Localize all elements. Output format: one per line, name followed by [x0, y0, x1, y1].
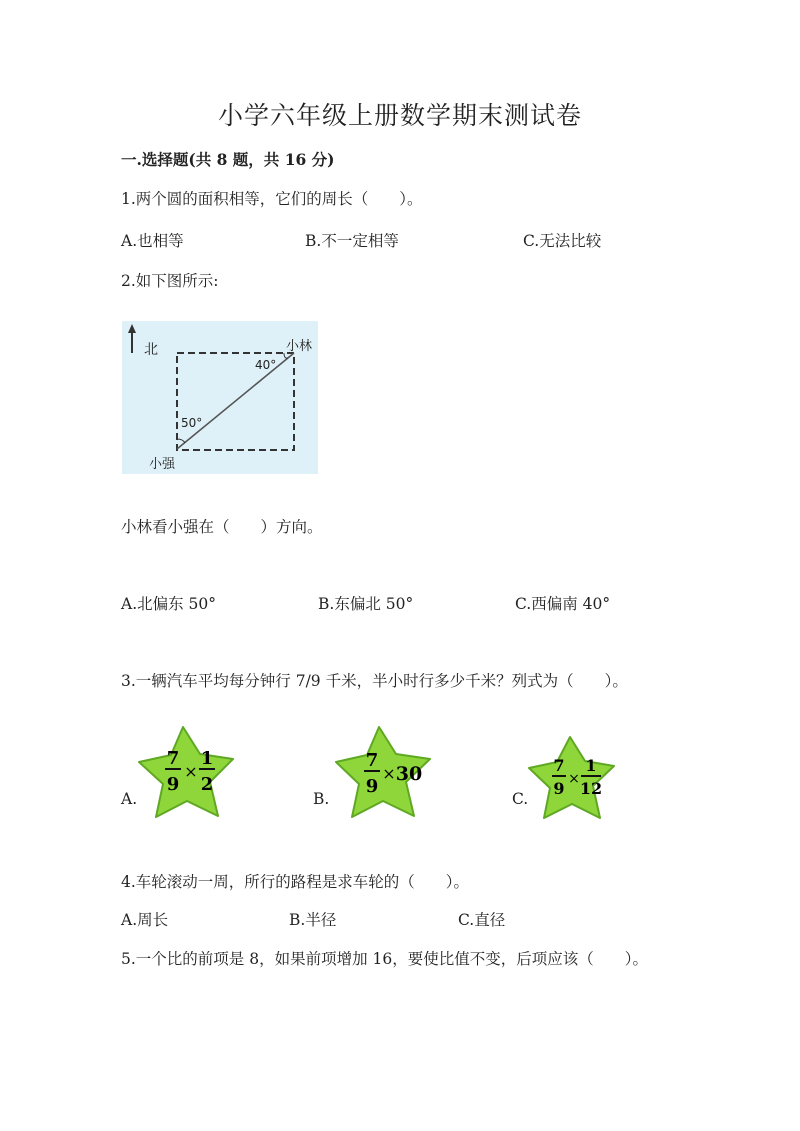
question-3-option-a-star — [136, 724, 236, 822]
fraction-numerator-1: 7 — [166, 748, 180, 769]
question-2-option-a: A.北偏东 50° — [121, 595, 217, 613]
page-title: 小学六年级上册数学期末测试卷 — [217, 101, 582, 130]
fraction-denominator-1: 9 — [553, 779, 565, 798]
question-2-text: 小林看小强在（ ）方向。 — [121, 518, 323, 536]
direction-diagram — [122, 321, 318, 474]
xiaoqiang-label: 小强 — [149, 457, 176, 472]
question-5-stem: 5.一个比的前项是 8，如果前项增加 16，要使比值不变，后项应该（ ）。 — [121, 950, 648, 968]
question-3-option-c-star — [528, 734, 616, 822]
fraction-denominator-2: 12 — [579, 779, 603, 798]
multiply-sign: × — [184, 762, 198, 781]
question-2-option-b: B.东偏北 50° — [318, 595, 414, 613]
angle-label-50: 50° — [181, 416, 203, 430]
question-1-option-b: B.不一定相等 — [305, 232, 399, 250]
question-3-stem: 3.一辆汽车平均每分钟行 7/9 千米，半小时行多少千米？列式为（ ）。 — [121, 672, 628, 690]
angle-label-40: 40° — [255, 358, 277, 372]
question-4-option-c: C.直径 — [458, 911, 506, 929]
direction-figure — [122, 321, 318, 474]
fraction-denominator: 9 — [365, 776, 379, 797]
xiaolin-label: 小林 — [286, 339, 313, 354]
fraction-numerator-1: 7 — [553, 756, 565, 775]
question-3-option-a-letter: A. — [121, 790, 138, 808]
question-4-option-a: A.周长 — [121, 911, 169, 929]
question-2-stem: 2.如下图所示: — [121, 272, 219, 290]
question-4-option-b: B.半径 — [289, 911, 337, 929]
fraction-numerator-2: 1 — [200, 748, 214, 769]
fraction-denominator-1: 9 — [166, 774, 180, 795]
whole-number: 30 — [395, 763, 423, 785]
question-1-stem: 1.两个圆的面积相等，它们的周长（ ）。 — [121, 190, 423, 208]
question-3-option-b-star — [334, 724, 434, 822]
question-4-stem: 4.车轮滚动一周，所行的路程是求车轮的（ ）。 — [121, 873, 470, 891]
section-heading: 一.选择题(共 8 题，共 16 分) — [121, 150, 335, 169]
question-1-option-a: A.也相等 — [121, 232, 184, 250]
question-3-option-b-letter: B. — [313, 790, 330, 808]
multiply-sign: × — [568, 771, 580, 787]
multiply-sign: × — [382, 764, 396, 783]
fraction-numerator-2: 1 — [585, 756, 597, 775]
fraction-denominator-2: 2 — [200, 774, 214, 795]
fraction-numerator: 7 — [365, 750, 379, 771]
north-label: 北 — [144, 342, 158, 358]
question-1-option-c: C.无法比较 — [523, 232, 602, 250]
question-3-option-c-letter: C. — [512, 790, 529, 808]
question-2-option-c: C.西偏南 40° — [515, 595, 611, 613]
